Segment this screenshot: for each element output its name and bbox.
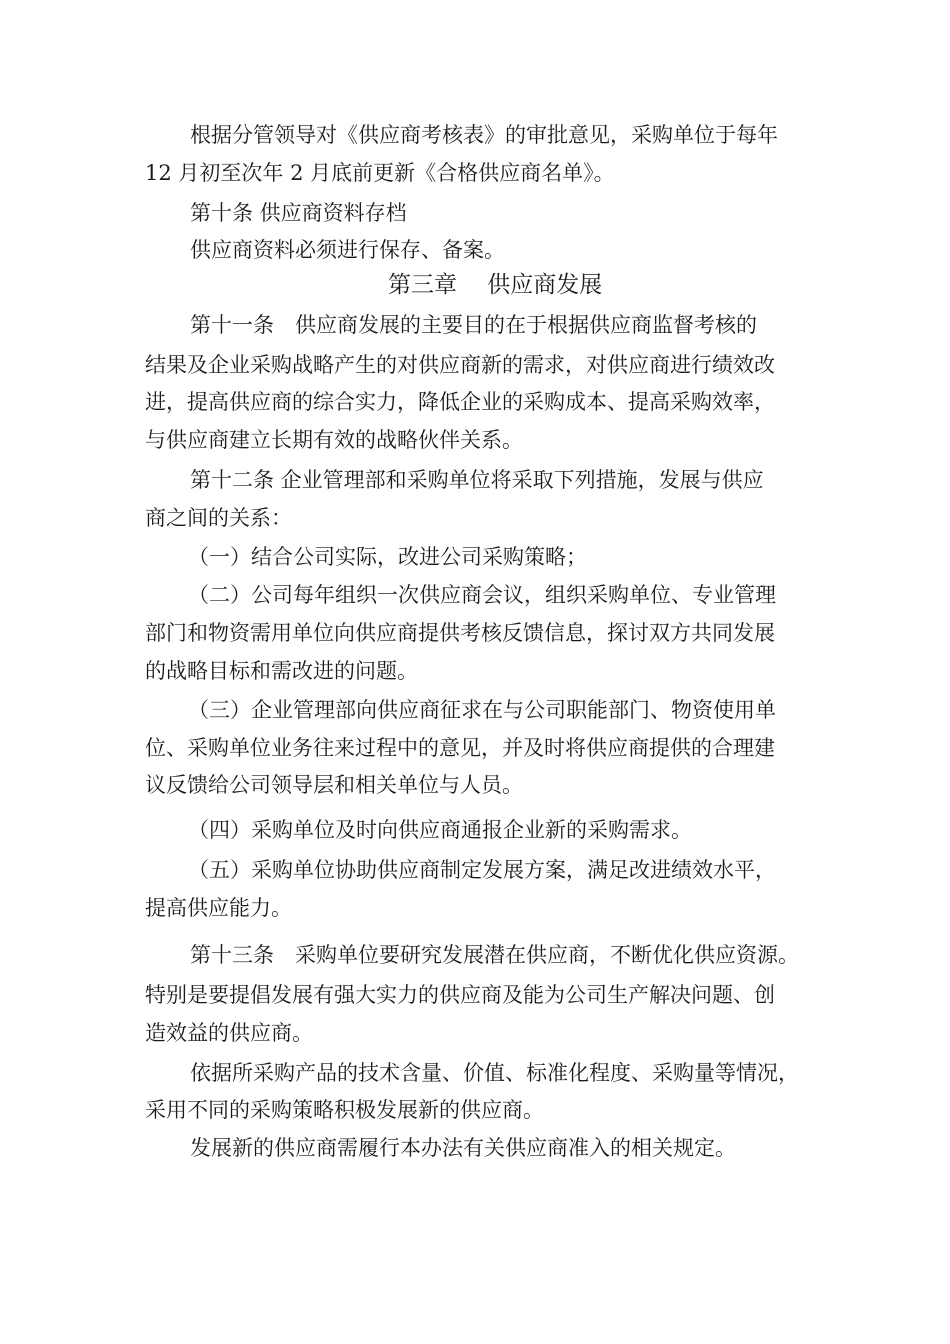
article-12-line-1: 第十二条 企业管理部和采购单位将采取下列措施，发展与供应 bbox=[190, 468, 764, 492]
paragraph-basis-line-1: 依据所采购产品的技术含量、价值、标准化程度、采购量等情况， bbox=[190, 1061, 799, 1085]
text-line-2: 12 月初至次年 2 月底前更新《合格供应商名单》。 bbox=[145, 161, 615, 185]
item-3-line-3: 议反馈给公司领导层和相关单位与人员。 bbox=[145, 773, 523, 797]
text-line-4: 供应商资料必须进行保存、备案。 bbox=[190, 238, 505, 262]
article-13-line-1: 第十三条 采购单位要研究发展潜在供应商，不断优化供应资源。 bbox=[190, 943, 799, 967]
article-11-line-3: 进，提高供应商的综合实力，降低企业的采购成本、提高采购效率， bbox=[145, 390, 775, 414]
chapter-3-heading: 第三章 供应商发展 bbox=[388, 272, 603, 298]
item-3-line-2: 位、采购单位业务往来过程中的意见，并及时将供应商提供的合理建 bbox=[145, 736, 775, 760]
item-3-line-1: （三）企业管理部向供应商征求在与公司职能部门、物资使用单 bbox=[188, 698, 776, 722]
item-5-line-1: （五）采购单位协助供应商制定发展方案，满足改进绩效水平， bbox=[188, 858, 776, 882]
item-2-line-2: 部门和物资需用单位向供应商提供考核反馈信息，探讨双方共同发展 bbox=[145, 621, 775, 645]
article-11-line-2: 结果及企业采购战略产生的对供应商新的需求，对供应商进行绩效改 bbox=[145, 353, 775, 377]
paragraph-basis-line-2: 采用不同的采购策略积极发展新的供应商。 bbox=[145, 1098, 544, 1122]
article-11-line-1: 第十一条 供应商发展的主要目的在于根据供应商监督考核的 bbox=[190, 313, 757, 337]
article-10-title: 第十条 供应商资料存档 bbox=[190, 201, 407, 225]
article-12-line-2: 商之间的关系： bbox=[145, 506, 292, 530]
article-13-line-2: 特别是要提倡发展有强大实力的供应商及能为公司生产解决问题、创 bbox=[145, 983, 775, 1007]
item-2-line-1: （二）公司每年组织一次供应商会议，组织采购单位、专业管理 bbox=[188, 583, 776, 607]
text-line-1: 根据分管领导对《供应商考核表》的审批意见，采购单位于每年 bbox=[190, 123, 778, 147]
article-11-line-4: 与供应商建立长期有效的战略伙伴关系。 bbox=[145, 428, 523, 452]
item-2-line-3: 的战略目标和需改进的问题。 bbox=[145, 659, 418, 683]
paragraph-new-supplier: 发展新的供应商需履行本办法有关供应商准入的相关规定。 bbox=[190, 1136, 736, 1160]
item-5-line-2: 提高供应能力。 bbox=[145, 896, 292, 920]
item-4: （四）采购单位及时向供应商通报企业新的采购需求。 bbox=[188, 818, 692, 842]
article-13-line-3: 造效益的供应商。 bbox=[145, 1021, 313, 1045]
item-1: （一）结合公司实际，改进公司采购策略； bbox=[188, 545, 587, 569]
